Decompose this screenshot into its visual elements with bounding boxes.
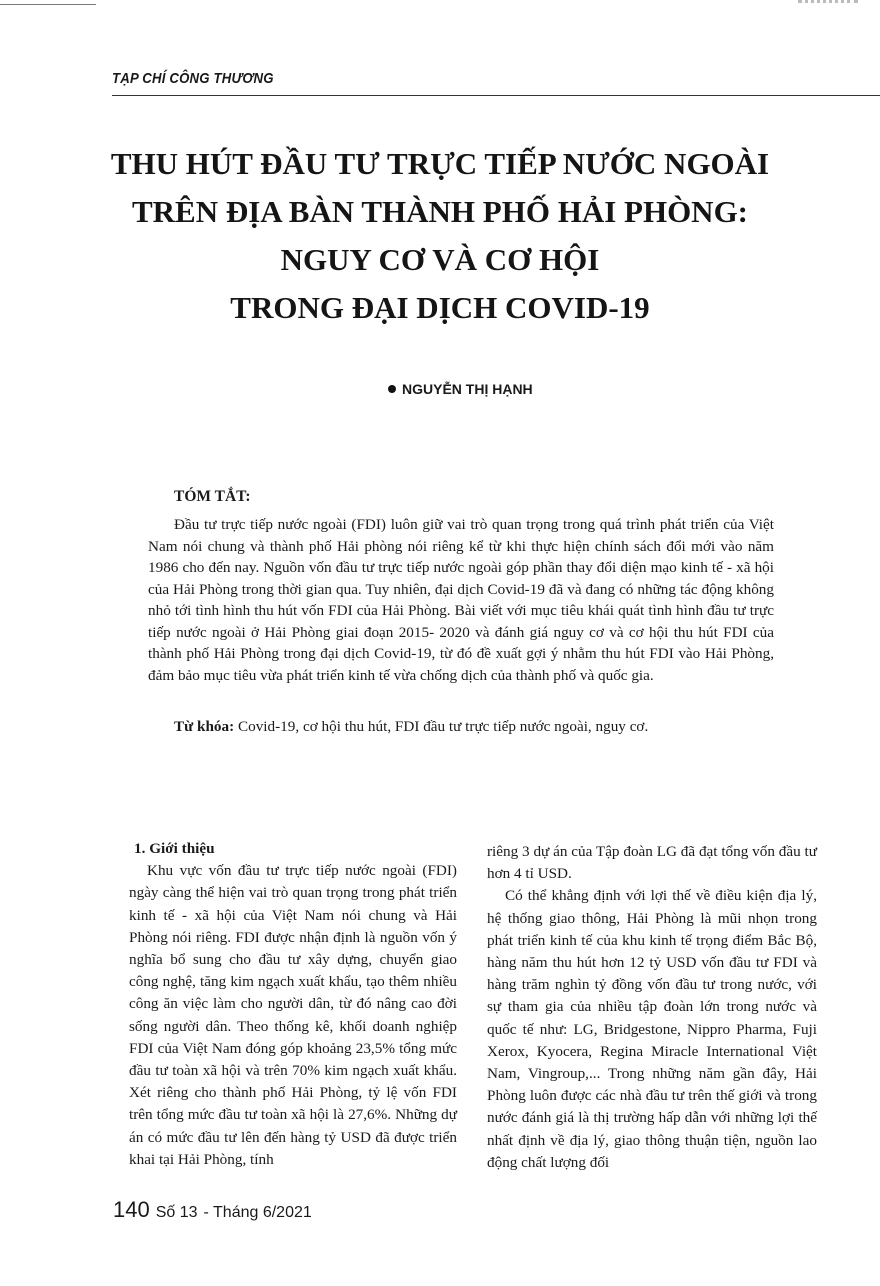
keywords-text: Covid-19, cơ hội thu hút, FDI đầu tư trực tiếp nước ngoài, nguy cơ. (234, 718, 649, 735)
page-footer (113, 1197, 312, 1223)
top-edge-rule (0, 4, 96, 5)
page-number: 140 (113, 1197, 150, 1222)
body-paragraph-continuation: riêng 3 dự án của Tập đoàn LG đã đạt tổng vốn đầu tư hơn 4 tỉ USD. (487, 843, 817, 883)
author-byline (388, 381, 533, 397)
issue-number: Số 13 (155, 1204, 198, 1221)
journal-header: TẠP CHÍ CÔNG THƯƠNG (112, 70, 274, 87)
bullet-icon (388, 385, 396, 393)
author-name: NGUYỄN THỊ HẠNH (402, 381, 533, 397)
article-title (100, 140, 780, 332)
top-edge-marks (798, 0, 858, 9)
header-rule (112, 95, 880, 96)
title-line: TRÊN ĐỊA BÀN THÀNH PHỐ HẢI PHÒNG: (131, 194, 749, 229)
keywords (148, 716, 774, 738)
issue-date: - Tháng 6/2021 (203, 1204, 312, 1221)
title-line: THU HÚT ĐẦU TƯ TRỰC TIẾP NƯỚC NGOÀI (110, 146, 770, 181)
abstract-heading: TÓM TẮT: (174, 488, 251, 505)
title-line: NGUY CƠ VÀ CƠ HỘI (280, 242, 600, 277)
section-heading: 1. Giới thiệu (134, 840, 215, 857)
body-paragraph: Có thể khẳng định với lợi thế về điều kiện địa lý, hệ thống giao thông, Hải Phòng là mũi nhọn trong phát triển kinh tế của khu kinh tế trọng điểm Bắc Bộ, hàng năm thu hút hơn 12 tỷ USD vốn đầu tư FDI và hàng trăm nghìn tỷ đồng vốn đầu tư trong nước, với sự tham gia của nhiều tập đoàn lớn trong nước và quốc tế như: LG, Bridgestone, Nippro Pharma, Fuji Xerox, Kyocera, Regina Miracle International Việt Nam, Vingroup,... Trong những năm gần đây, Hải Phòng luôn được các nhà đầu tư trên thế giới và trong nước đánh giá là thị trường hấp dẫn với những lợi thế nhất định về địa lý, giao thông thuận tiện, nguồn lao động chất lượng đối (487, 887, 817, 1171)
body-paragraph: Khu vực vốn đầu tư trực tiếp nước ngoài (FDI) ngày càng thể hiện vai trò quan trọng trong phát triển kinh tế - xã hội của Việt Nam nói chung và Hải Phòng nói riêng. FDI được nhận định là nguồn vốn ý nghĩa bổ sung cho đầu tư xây dựng, chuyển giao công nghệ, tăng kim ngạch xuất khẩu, tạo thêm nhiều công ăn việc làm cho người dân, từ đó nâng cao đời sống người dân. Theo thống kê, khối doanh nghiệp FDI của Việt Nam đóng góp khoảng 23,5% tổng mức đầu tư toàn xã hội và trên 70% kim ngạch xuất khẩu. Xét riêng cho thành phố Hải Phòng, tỷ lệ vốn FDI trên tổng mức đầu tư toàn xã hội là 27,6%. Những dự án có mức đầu tư lên đến hàng tỷ USD đã được triển khai tại Hải Phòng, tính (129, 862, 457, 1168)
abstract-text: Đầu tư trực tiếp nước ngoài (FDI) luôn giữ vai trò quan trọng trong quá trình phát triển của Việt Nam nói chung và thành phố Hải phòng nói riêng kể từ khi thực hiện chính sách đổi mới vào năm 1986 cho đến nay. Nguồn vốn đầu tư trực tiếp nước ngoài góp phần thay đổi diện mạo kinh tế - xã hội của Hải Phòng trong thời gian qua. Tuy nhiên, đại dịch Covid-19 đã và đang có những tác động không nhỏ tới tình hình thu hút vốn FDI của Hải Phòng. Bài viết với mục tiêu khái quát tình hình đầu tư trực tiếp nước ngoài ở Hải Phòng giai đoạn 2015- 2020 và đánh giá nguy cơ và cơ hội thu hút FDI của thành phố Hải Phòng trong đại dịch Covid-19, từ đó đề xuất gợi ý nhằm thu hút FDI vào Hải Phòng, đảm bảo mục tiêu vừa phát triển kinh tế vừa chống dịch của thành phố và quốc gia. (148, 516, 774, 684)
right-column (487, 841, 817, 1174)
keywords-label: Từ khóa: (174, 718, 235, 735)
left-column (129, 838, 457, 1171)
title-line: TRONG ĐẠI DỊCH COVID-19 (230, 290, 650, 325)
